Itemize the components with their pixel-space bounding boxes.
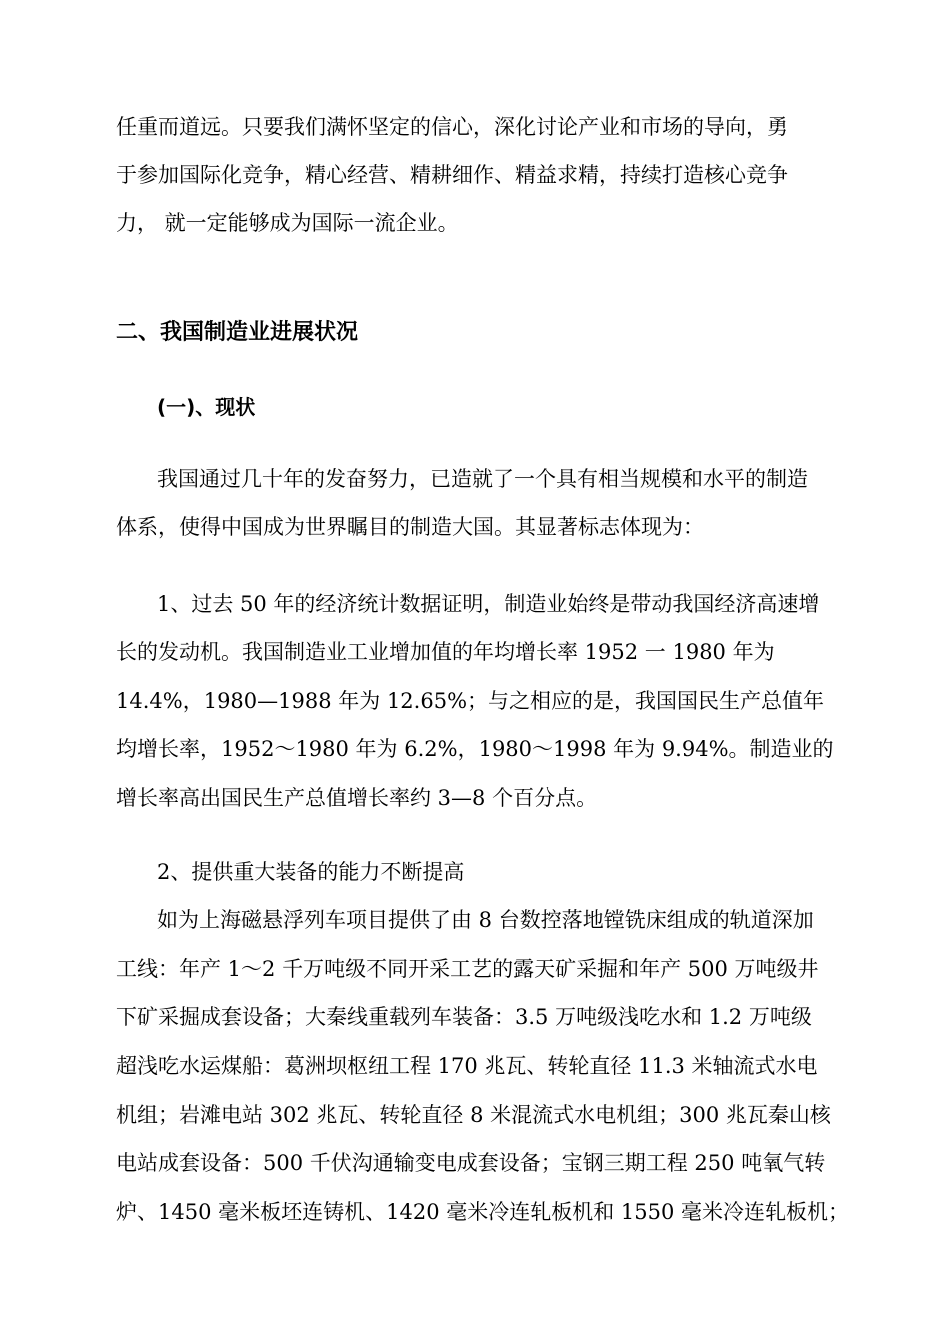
section-heading: 二、我国制造业进展状况 bbox=[116, 320, 359, 345]
paragraph-line: 体系，使得中国成为世界瞩目的制造大国。其显著标志体现为： bbox=[116, 515, 704, 539]
list-item-line: 长的发动机。我国制造业工业增加值的年均增长率 1952 一 1980 年为 bbox=[116, 640, 775, 664]
list-item-line: 炉、1450 毫米板坯连铸机、1420 毫米冷连轧板机和 1550 毫米冷连轧板机； bbox=[116, 1200, 850, 1224]
list-item-line: 电站成套设备：500 千伏沟通输变电成套设备；宝钢三期工程 250 吨氧气转 bbox=[116, 1151, 826, 1175]
list-item-line: 超浅吃水运煤船：葛洲坝枢纽工程 170 兆瓦、转轮直径 11.3 米轴流式水电 bbox=[116, 1054, 818, 1078]
list-item-line: 下矿采掘成套设备；大秦线重载列车装备：3.5 万吨级浅吃水和 1.2 万吨级 bbox=[116, 1005, 812, 1029]
paragraph-line: 任重而道远。只要我们满怀坚定的信心，深化讨论产业和市场的导向，勇 bbox=[116, 115, 788, 139]
paragraph-line: 力， 就一定能够成为国际一流企业。 bbox=[116, 211, 459, 235]
list-item-line: 14.4%，1980—1988 年为 12.65%；与之相应的是，我国国民生产总值年 bbox=[116, 689, 825, 713]
list-item-line: 机组；岩滩电站 302 兆瓦、转轮直径 8 米混流式水电机组；300 兆瓦秦山核 bbox=[116, 1103, 831, 1127]
paragraph-line: 于参加国际化竞争，精心经营、精耕细作、精益求精，持续打造核心竞争 bbox=[116, 163, 788, 187]
list-item-line: 增长率高出国民生产总值增长率约 3—8 个百分点。 bbox=[116, 786, 598, 810]
list-item-line: 1、过去 50 年的经济统计数据证明，制造业始终是带动我国经济高速增 bbox=[157, 592, 820, 616]
paragraph-line: 我国通过几十年的发奋努力，已造就了一个具有相当规模和水平的制造 bbox=[157, 467, 808, 491]
list-item-heading: 2、提供重大装备的能力不断提高 bbox=[157, 860, 465, 884]
list-item-line: 工线：年产 1～2 千万吨级不同开采工艺的露天矿采掘和年产 500 万吨级井 bbox=[116, 957, 819, 981]
list-item-line: 如为上海磁悬浮列车项目提供了由 8 台数控落地镗铣床组成的轨道深加 bbox=[157, 908, 814, 932]
list-item-line: 均增长率，1952～1980 年为 6.2%，1980～1998 年为 9.94%。制造业的 bbox=[116, 737, 834, 761]
subsection-heading: (一)、现状 bbox=[157, 395, 256, 419]
